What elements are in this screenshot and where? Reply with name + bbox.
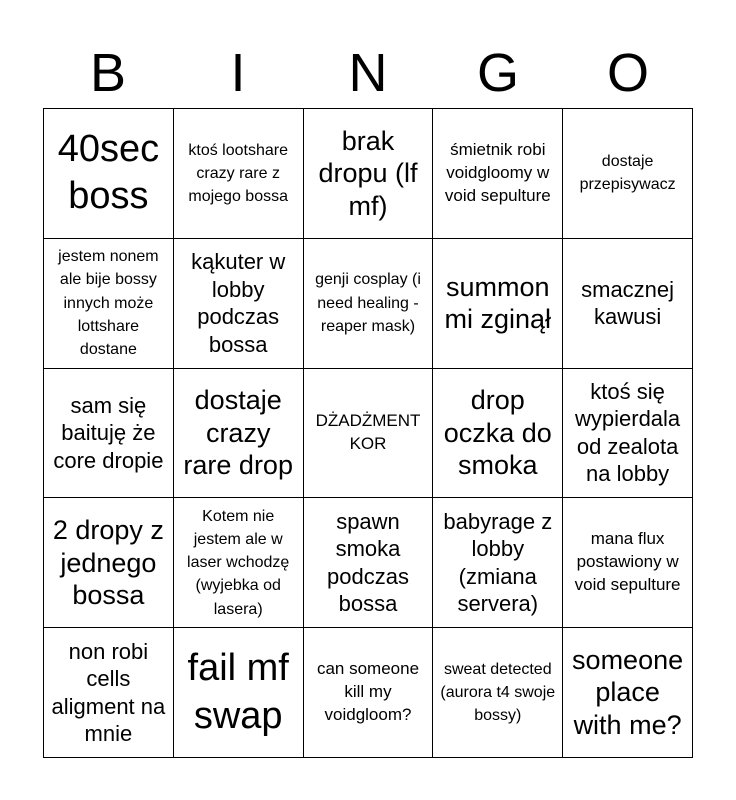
header-letter-n: N (348, 43, 388, 103)
bingo-cell-r4-c5[interactable]: mana flux postawiony w void sepulture (563, 498, 693, 628)
bingo-cell-r3-c2[interactable]: dostaje crazy rare drop (174, 369, 304, 499)
bingo-cell-r4-c1[interactable]: 2 dropy z jednego bossa (44, 498, 174, 628)
bingo-cell-r4-c2[interactable]: Kotem nie jestem ale w laser wchodzę (wyjebka od lasera) (174, 498, 304, 628)
bingo-cell-r4-c4[interactable]: babyrage z lobby (zmiana servera) (433, 498, 563, 628)
bingo-cell-r1-c1[interactable]: 40sec boss (44, 109, 174, 239)
bingo-grid (43, 108, 693, 758)
bingo-cell-r5-c2[interactable]: fail mf swap (174, 628, 304, 758)
bingo-cell-r3-c5[interactable]: ktoś się wypierdala od zealota na lobby (563, 369, 693, 499)
bingo-header (43, 40, 693, 106)
header-letter-o: O (606, 43, 649, 103)
bingo-cell-r5-c3[interactable]: can someone kill my voidgloom? (304, 628, 434, 758)
bingo-cell-r3-c4[interactable]: drop oczka do smoka (433, 369, 563, 499)
bingo-cell-r3-c3-free[interactable]: DŻADŻMENT KOR (304, 369, 434, 499)
bingo-cell-r2-c1[interactable]: jestem nonem ale bije bossy innych może lottshare dostane (44, 239, 174, 369)
bingo-cell-r2-c5[interactable]: smacznej kawusi (563, 239, 693, 369)
bingo-cell-r5-c5[interactable]: someone place with me? (563, 628, 693, 758)
bingo-cell-r2-c4[interactable]: summon mi zginął (433, 239, 563, 369)
bingo-cell-r1-c5[interactable]: dostaje przepisywacz (563, 109, 693, 239)
bingo-cell-r1-c3[interactable]: brak dropu (lf mf) (304, 109, 434, 239)
bingo-cell-r5-c1[interactable]: non robi cells aligment na mnie (44, 628, 174, 758)
bingo-cell-r5-c4[interactable]: sweat detected (aurora t4 swoje bossy) (433, 628, 563, 758)
bingo-cell-r1-c2[interactable]: ktoś lootshare crazy rare z mojego bossa (174, 109, 304, 239)
header-letter-i: I (230, 43, 246, 103)
header-letter-g: G (476, 43, 519, 103)
bingo-cell-r1-c4[interactable]: śmietnik robi voidgloomy w void sepulture (433, 109, 563, 239)
bingo-cell-r4-c3[interactable]: spawn smoka podczas bossa (304, 498, 434, 628)
header-letter-b: B (89, 43, 127, 103)
bingo-cell-r2-c3[interactable]: genji cosplay (i need healing - reaper mask) (304, 239, 434, 369)
bingo-cell-r3-c1[interactable]: sam się baituję że core dropie (44, 369, 174, 499)
bingo-cell-r2-c2[interactable]: kąkuter w lobby podczas bossa (174, 239, 304, 369)
